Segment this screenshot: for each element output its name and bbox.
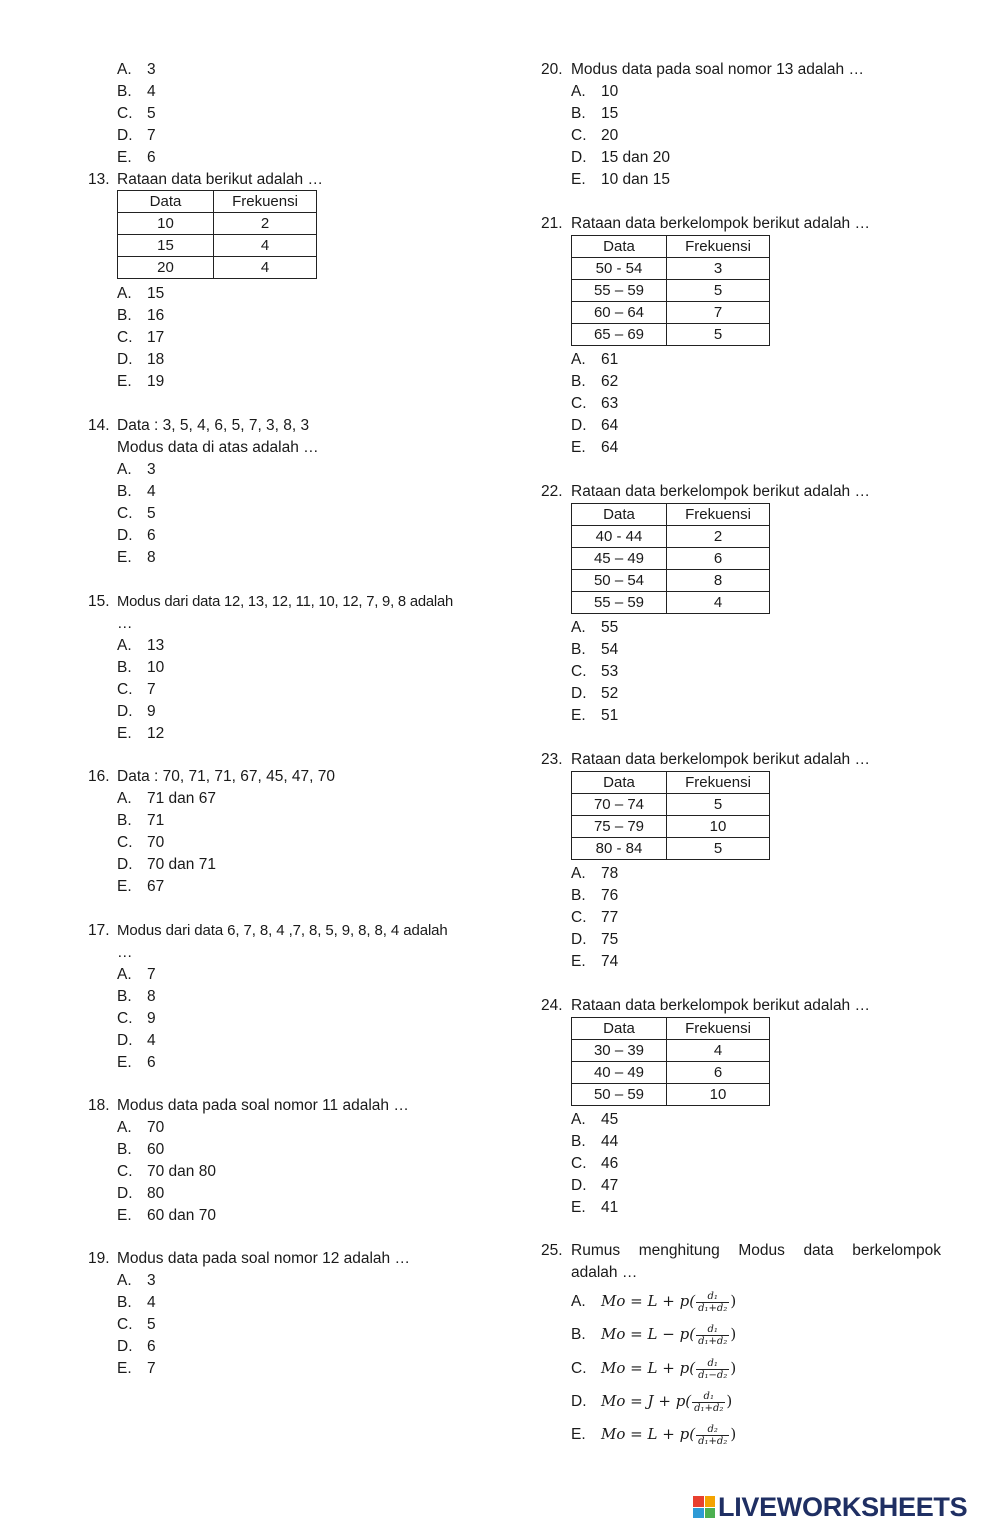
option-e[interactable]: E. 10 dan 15 [571,171,670,188]
option-b[interactable]: B. 71 [117,812,165,829]
table-row [572,816,770,838]
option-e[interactable]: E. 41 [571,1199,619,1216]
table-cell: 10 [667,1084,770,1106]
table-row [572,258,770,280]
data-table [571,235,770,346]
logo-square [705,1496,716,1507]
table-cell: 4 [214,257,317,279]
logo-square [693,1508,704,1519]
header-cell: Frekuensi [667,1018,770,1040]
option-a[interactable]: A. 15 [117,285,165,302]
option-b[interactable]: B. Mo = L − p( $\frac{\text{d₁}}{\text{d₁+d₂}}$ ) [571,1323,737,1347]
liveworksheets-logo[interactable] [693,1490,967,1524]
table-cell: 8 [667,570,770,592]
option-a[interactable]: A. 3 [117,461,156,478]
question-text: Data : 3, 5, 4, 6, 5, 7, 3, 8, 3 [117,417,310,434]
option-b[interactable]: B. 15 [571,105,619,122]
option-c[interactable]: C. 63 [571,395,619,412]
option-d[interactable]: D. 64 [571,417,619,434]
option-e[interactable]: E. 19 [117,373,165,390]
question-number: 21. [541,215,563,232]
data-table [571,1017,770,1106]
option-b[interactable]: B. 4 [117,1294,156,1311]
option-c[interactable]: C. 17 [117,329,165,346]
question-text: Modus data pada soal nomor 12 adalah … [117,1250,410,1267]
option-e[interactable]: E. 6 [117,1054,156,1071]
question-number: 25. [541,1242,563,1259]
logo-square [693,1496,704,1507]
option-a[interactable]: A. 61 [571,351,619,368]
option-a[interactable]: A. 13 [117,637,165,654]
table-cell: 55 – 59 [572,592,667,614]
option-c[interactable]: C. 5 [117,1316,156,1333]
option-e[interactable]: E. 74 [571,953,619,970]
option-d[interactable]: D. Mo = J + p( $\frac{\text{d₁}}{\text{d₁+d₂}}$ ) [571,1390,733,1414]
option-e[interactable]: E. 60 dan 70 [117,1207,216,1224]
option-e[interactable]: E. 7 [117,1360,156,1377]
table-cell: 50 - 54 [572,258,667,280]
table-cell: 10 [667,816,770,838]
formula: Mo = L + p( $\frac{\text{d₂}}{\text{d₁+d₂}}$ ) [601,1423,737,1447]
question-text: Rumus menghitung Modus data berkelompok [571,1242,941,1259]
table-cell: 20 [118,257,214,279]
table-header-row [572,1018,770,1040]
table-cell: 40 - 44 [572,526,667,548]
header-cell: Frekuensi [667,236,770,258]
table-row [118,257,317,279]
header-cell: Data [572,772,667,794]
header-cell: Frekuensi [667,504,770,526]
question-text: Modus data pada soal nomor 13 adalah … [571,61,864,78]
question-number: 23. [541,751,563,768]
data-table [117,190,317,279]
option-c[interactable]: C. 53 [571,663,619,680]
table-cell: 5 [667,838,770,860]
table-row [572,570,770,592]
fraction: $\frac{\text{d₁}}{\text{d₁+d₂}}$ [694,1390,724,1414]
header-cell: Data [572,1018,667,1040]
table-cell: 15 [118,235,214,257]
fraction: $\frac{\text{d₁}}{\text{d₁+d₂}}$ [698,1323,728,1347]
table-cell: 4 [214,235,317,257]
table-cell: 2 [214,213,317,235]
table-cell: 6 [667,548,770,570]
question-number: 16. [88,768,110,785]
option-d[interactable]: D. 47 [571,1177,619,1194]
option-a[interactable]: A. 10 [571,83,619,100]
question-number: 13. [88,171,110,188]
question-text: Rataan data berkelompok berikut adalah … [571,215,870,232]
table-row [572,324,770,346]
option-b[interactable]: B. 60 [117,1141,165,1158]
question-number: 17. [88,922,110,939]
option-c[interactable]: C. 77 [571,909,619,926]
data-table [571,503,770,614]
header-cell: Data [572,236,667,258]
option-a[interactable]: A. 7 [117,966,156,983]
table-cell: 4 [667,592,770,614]
option-e[interactable]: E. 51 [571,707,619,724]
header-cell: Frekuensi [214,191,317,213]
header-cell: Data [118,191,214,213]
option-a[interactable]: A. 55 [571,619,619,636]
option-e[interactable]: E. Mo = L + p( $\frac{\text{d₂}}{\text{d₁+d₂}}$ ) [571,1423,737,1447]
table-cell: 45 – 49 [572,548,667,570]
question-text-line2: Modus data di atas adalah … [117,439,319,456]
table-cell: 4 [667,1040,770,1062]
formula: Mo = L + p( $\frac{\text{d₁}}{\text{d₁+d₂}}$ ) [601,1290,737,1314]
table-cell: 5 [667,280,770,302]
table-cell: 60 – 64 [572,302,667,324]
option-e[interactable]: E. 12 [117,725,165,742]
question-number: 24. [541,997,563,1014]
option-d[interactable]: D. 52 [571,685,619,702]
option-b[interactable]: B. 76 [571,887,619,904]
option-d[interactable]: D. 6 [117,1338,156,1355]
option-b[interactable]: B. 44 [571,1133,619,1150]
question-text: Modus dari data 12, 13, 12, 11, 10, 12, 7, 9, 8 adalah [117,594,454,610]
table-cell: 2 [667,526,770,548]
table-cell: 5 [667,794,770,816]
option-e[interactable]: E. 6 [117,149,156,166]
question-number: 15. [88,593,110,610]
option-d[interactable]: D. 80 [117,1185,165,1202]
table-cell: 50 – 54 [572,570,667,592]
table-cell: 70 – 74 [572,794,667,816]
fraction: $\frac{\text{d₁}}{\text{d₁−d₂}}$ [698,1357,728,1381]
logo-icon [693,1496,715,1518]
option-b[interactable]: B. 8 [117,988,156,1005]
option-d[interactable]: D. 18 [117,351,165,368]
option-a[interactable]: A. 71 dan 67 [117,790,216,807]
question-text-line2: … [117,615,133,632]
question-text: Modus dari data 6, 7, 8, 4 ,7, 8, 5, 9, 8, 8, 4 adalah [117,922,448,939]
table-row [572,838,770,860]
table-header-row [572,772,770,794]
option-d[interactable]: D. 6 [117,527,156,544]
question-text: Rataan data berkelompok berikut adalah … [571,997,870,1014]
logo-text: LIVEWORKSHEETS [718,1491,968,1522]
option-b[interactable]: B. 16 [117,307,165,324]
table-row [572,526,770,548]
question-text: Modus data pada soal nomor 11 adalah … [117,1097,409,1114]
table-cell: 75 – 79 [572,816,667,838]
option-b[interactable]: B. 54 [571,641,619,658]
table-row [572,280,770,302]
option-c[interactable]: C. 7 [117,681,156,698]
option-d[interactable]: D. 7 [117,127,156,144]
option-c[interactable]: C. 5 [117,105,156,122]
question-text: Data : 70, 71, 71, 67, 45, 47, 70 [117,768,336,785]
table-row [572,1084,770,1106]
question-text: Rataan data berkelompok berikut adalah … [571,483,870,500]
table-cell: 80 - 84 [572,838,667,860]
option-a[interactable]: A. 45 [571,1111,619,1128]
data-table [571,771,770,860]
question-text-line2: adalah … [571,1264,638,1281]
table-cell: 5 [667,324,770,346]
option-e[interactable]: E. 64 [571,439,619,456]
table-header-row [572,504,770,526]
option-d[interactable]: D. 9 [117,703,156,720]
option-d[interactable]: D. 70 dan 71 [117,856,216,873]
option-b[interactable]: B. 4 [117,83,156,100]
option-c[interactable]: C. 20 [571,127,619,144]
question-text: Rataan data berkelompok berikut adalah … [571,751,870,768]
table-row [572,592,770,614]
option-a[interactable]: A. 78 [571,865,619,882]
question-number: 14. [88,417,110,434]
fraction: $\frac{\text{d₂}}{\text{d₁+d₂}}$ [698,1423,728,1447]
table-row [572,794,770,816]
fraction: $\frac{\text{d₁}}{\text{d₁+d₂}}$ [698,1290,728,1314]
question-number: 22. [541,483,563,500]
option-a[interactable]: A. 70 [117,1119,165,1136]
option-c[interactable]: C. Mo = L + p( $\frac{\text{d₁}}{\text{d₁−d₂}}$ ) [571,1357,737,1381]
option-a[interactable]: A. 3 [117,1272,156,1289]
question-text: Rataan data berikut adalah … [117,171,323,188]
question-number: 20. [541,61,563,78]
question-number: 19. [88,1250,110,1267]
table-row [572,1062,770,1084]
table-cell: 40 – 49 [572,1062,667,1084]
option-c[interactable]: C. 5 [117,505,156,522]
table-cell: 65 – 69 [572,324,667,346]
table-cell: 10 [118,213,214,235]
option-b[interactable]: B. 4 [117,483,156,500]
table-cell: 30 – 39 [572,1040,667,1062]
option-c[interactable]: C. 9 [117,1010,156,1027]
table-header-row [118,191,317,213]
option-e[interactable]: E. 8 [117,549,156,566]
option-d[interactable]: D. 75 [571,931,619,948]
question-text-line2: … [117,944,133,961]
table-cell: 55 – 59 [572,280,667,302]
option-c[interactable]: C. 46 [571,1155,619,1172]
table-cell: 7 [667,302,770,324]
option-e[interactable]: E. 67 [117,878,165,895]
header-cell: Data [572,504,667,526]
table-row [572,1040,770,1062]
header-cell: Frekuensi [667,772,770,794]
option-a[interactable]: A. Mo = L + p( $\frac{\text{d₁}}{\text{d₁+d₂}}$ ) [571,1290,737,1314]
option-c[interactable]: C. 70 [117,834,165,851]
option-b[interactable]: B. 62 [571,373,619,390]
table-cell: 6 [667,1062,770,1084]
table-cell: 50 – 59 [572,1084,667,1106]
table-row [118,235,317,257]
table-row [572,302,770,324]
formula: Mo = J + p( $\frac{\text{d₁}}{\text{d₁+d₂}}$ ) [601,1390,733,1414]
formula: Mo = L + p( $\frac{\text{d₁}}{\text{d₁−d₂}}$ ) [601,1357,737,1381]
table-cell: 3 [667,258,770,280]
option-d[interactable]: D. 15 dan 20 [571,149,670,166]
option-a[interactable]: A. 3 [117,61,156,78]
table-header-row [572,236,770,258]
formula: Mo = L − p( $\frac{\text{d₁}}{\text{d₁+d₂}}$ ) [601,1323,737,1347]
option-d[interactable]: D. 4 [117,1032,156,1049]
question-number: 18. [88,1097,110,1114]
logo-square [705,1508,716,1519]
table-row [572,548,770,570]
option-b[interactable]: B. 10 [117,659,165,676]
option-c[interactable]: C. 70 dan 80 [117,1163,216,1180]
table-row [118,213,317,235]
